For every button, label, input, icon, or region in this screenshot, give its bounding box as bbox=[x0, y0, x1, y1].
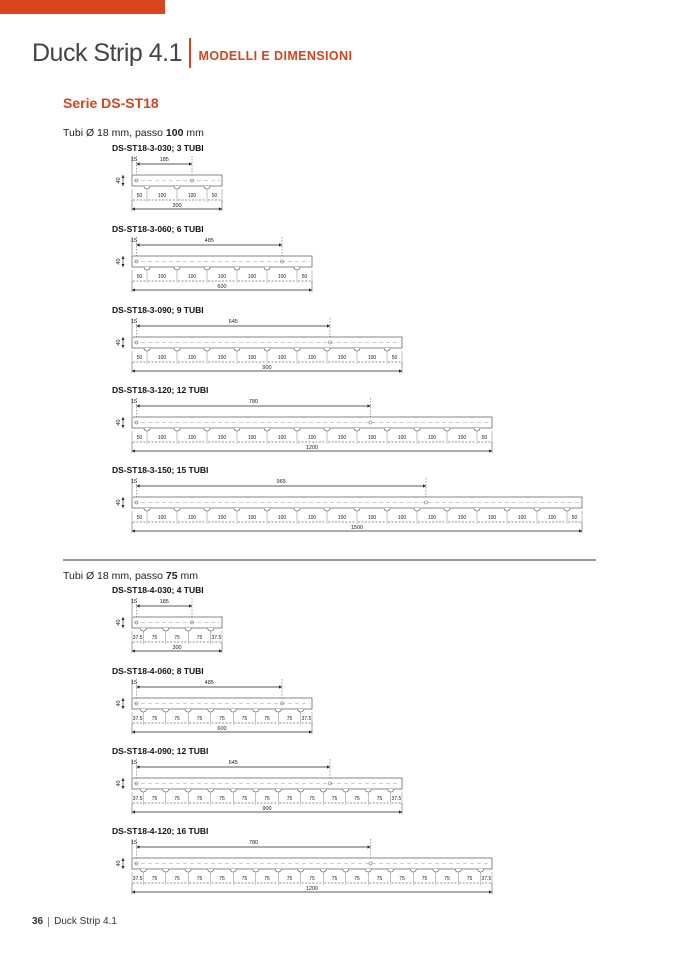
tube-clip bbox=[264, 428, 270, 431]
spacing-label: 100 bbox=[457, 435, 467, 441]
spacing-label: 75 bbox=[241, 796, 248, 802]
tube-clip bbox=[163, 789, 169, 792]
tube-clip bbox=[163, 869, 169, 872]
tube-clip bbox=[294, 428, 300, 431]
tube-clip bbox=[174, 348, 180, 351]
total-length-label: 900 bbox=[262, 365, 272, 371]
tube-clip bbox=[208, 709, 214, 712]
spacing-label: 50 bbox=[136, 515, 143, 521]
spacing-label: 100 bbox=[217, 515, 227, 521]
tube-clip bbox=[174, 267, 180, 270]
group-label-prefix: Tubi Ø 18 mm, passo bbox=[63, 127, 166, 139]
spacing-label: 50 bbox=[136, 435, 143, 441]
spacing-label: 50 bbox=[136, 274, 143, 280]
tube-clip bbox=[230, 789, 236, 792]
height-dimension-label: 40 bbox=[116, 258, 122, 265]
tube-clip bbox=[140, 709, 146, 712]
tube-clip bbox=[324, 508, 330, 511]
tube-clip bbox=[185, 789, 191, 792]
spacing-label: 100 bbox=[277, 274, 287, 280]
tube-clip bbox=[504, 508, 510, 511]
spacing-label: 100 bbox=[247, 355, 257, 361]
strip-drawing bbox=[0, 235, 678, 307]
tube-clip bbox=[234, 267, 240, 270]
tube-clip bbox=[534, 508, 540, 511]
tube-clip bbox=[234, 348, 240, 351]
section-divider bbox=[63, 559, 596, 561]
tube-clip bbox=[444, 508, 450, 511]
top-dimension-label: 485 bbox=[204, 238, 214, 244]
spacing-label: 100 bbox=[157, 435, 167, 441]
height-dimension-label: 40 bbox=[116, 339, 122, 346]
tube-clip bbox=[365, 869, 371, 872]
tube-clip bbox=[253, 869, 259, 872]
total-length-label: 300 bbox=[172, 203, 182, 209]
spacing-label: 37.5 bbox=[132, 876, 143, 882]
group-label-prefix: Tubi Ø 18 mm, passo bbox=[63, 570, 166, 582]
spacing-label: 75 bbox=[196, 635, 203, 641]
tube-clip bbox=[320, 789, 326, 792]
height-dimension-label: 40 bbox=[116, 419, 122, 426]
spacing-label: 37.5 bbox=[132, 796, 143, 802]
tube-clip bbox=[474, 428, 480, 431]
spacing-label: 75 bbox=[286, 796, 293, 802]
spacing-label: 75 bbox=[376, 796, 383, 802]
top-dimension-label: 780 bbox=[248, 840, 259, 846]
spacing-label: 75 bbox=[331, 796, 338, 802]
tube-clip bbox=[174, 428, 180, 431]
tube-clip bbox=[324, 348, 330, 351]
end-dimension-label: 15 bbox=[131, 840, 138, 846]
spacing-label: 100 bbox=[397, 435, 407, 441]
tube-clip bbox=[140, 869, 146, 872]
spacing-label: 75 bbox=[174, 796, 180, 802]
tube-clip bbox=[185, 709, 191, 712]
tube-clip bbox=[478, 869, 484, 872]
spacing-label: 75 bbox=[466, 876, 473, 882]
spacing-label: 100 bbox=[187, 435, 197, 441]
tube-clip bbox=[208, 869, 214, 872]
spacing-label: 50 bbox=[211, 193, 218, 199]
spacing-label: 100 bbox=[247, 274, 257, 280]
spacing-label: 75 bbox=[174, 876, 180, 882]
tube-clip bbox=[253, 709, 259, 712]
spacing-label: 75 bbox=[151, 796, 158, 802]
tube-clip bbox=[264, 348, 270, 351]
tube-clip bbox=[384, 508, 390, 511]
spacing-label: 75 bbox=[286, 876, 293, 882]
tube-clip bbox=[208, 628, 214, 631]
tube-clip bbox=[174, 186, 180, 189]
brand-title: Duck Strip 4.1 bbox=[32, 38, 183, 67]
spacing-label: 75 bbox=[219, 796, 225, 802]
page-header bbox=[32, 36, 352, 70]
tube-clip bbox=[388, 789, 394, 792]
spacing-label: 100 bbox=[307, 355, 317, 361]
spacing-label: 100 bbox=[427, 435, 437, 441]
tube-clip bbox=[354, 508, 360, 511]
page-footer bbox=[32, 916, 117, 927]
tube-clip bbox=[230, 709, 236, 712]
spacing-label: 100 bbox=[427, 515, 437, 521]
model-title: DS-ST18-3-030; 3 TUBI bbox=[112, 143, 204, 153]
tube-clip bbox=[140, 789, 146, 792]
end-dimension-label: 15 bbox=[131, 319, 138, 325]
tube-clip bbox=[433, 869, 439, 872]
strip-drawing bbox=[0, 316, 678, 388]
spacing-label: 37.5 bbox=[211, 635, 222, 641]
total-length-label: 1200 bbox=[305, 886, 319, 892]
top-dimension-label: 645 bbox=[228, 319, 238, 325]
tube-clip bbox=[294, 267, 300, 270]
spacing-label: 75 bbox=[331, 876, 338, 882]
spacing-label: 100 bbox=[307, 515, 317, 521]
model-title: DS-ST18-3-120; 12 TUBI bbox=[112, 385, 209, 395]
tube-clip bbox=[204, 267, 210, 270]
tube-clip bbox=[174, 508, 180, 511]
spacing-label: 75 bbox=[151, 635, 158, 641]
spacing-label: 100 bbox=[157, 355, 167, 361]
tube-clip bbox=[564, 508, 570, 511]
tube-clip bbox=[204, 428, 210, 431]
spacing-label: 100 bbox=[247, 435, 257, 441]
tube-clip bbox=[185, 628, 191, 631]
tube-clip bbox=[163, 628, 169, 631]
spacing-label: 37.5 bbox=[481, 876, 492, 882]
tube-clip bbox=[208, 789, 214, 792]
tube-clip bbox=[204, 508, 210, 511]
top-dimension-label: 185 bbox=[159, 599, 169, 605]
strip-drawing bbox=[0, 476, 678, 548]
tube-clip bbox=[230, 869, 236, 872]
spacing-label: 75 bbox=[309, 796, 315, 802]
tube-clip bbox=[343, 869, 349, 872]
group-label-suffix: mm bbox=[183, 127, 204, 139]
section-title: MODELLI E DIMENSIONI bbox=[198, 49, 353, 63]
spacing-label: 100 bbox=[367, 515, 377, 521]
spacing-label: 37.5 bbox=[301, 716, 312, 722]
end-dimension-label: 15 bbox=[131, 479, 138, 485]
height-dimension-label: 40 bbox=[116, 619, 122, 626]
end-dimension-label: 15 bbox=[131, 760, 138, 766]
spacing-label: 50 bbox=[136, 193, 143, 199]
tube-clip bbox=[320, 869, 326, 872]
spacing-label: 50 bbox=[391, 355, 398, 361]
spacing-label: 75 bbox=[196, 716, 203, 722]
tube-clip bbox=[414, 508, 420, 511]
spacing-label: 100 bbox=[187, 355, 197, 361]
tube-clip bbox=[354, 428, 360, 431]
spacing-label: 75 bbox=[354, 796, 360, 802]
spacing-label: 100 bbox=[547, 515, 557, 521]
spacing-label: 50 bbox=[301, 274, 308, 280]
model-title: DS-ST18-3-090; 9 TUBI bbox=[112, 305, 204, 315]
spacing-label: 100 bbox=[367, 435, 377, 441]
tube-clip bbox=[410, 869, 416, 872]
spacing-label: 50 bbox=[481, 435, 488, 441]
spacing-label: 100 bbox=[247, 515, 257, 521]
tube-clip bbox=[144, 508, 150, 511]
strip-drawing bbox=[0, 154, 678, 226]
group-label-pitch-75 bbox=[63, 570, 198, 582]
model-title: DS-ST18-3-150; 15 TUBI bbox=[112, 465, 209, 475]
model-title: DS-ST18-4-090; 12 TUBI bbox=[112, 746, 209, 756]
spacing-label: 100 bbox=[337, 355, 347, 361]
top-dimension-label: 485 bbox=[204, 680, 214, 686]
tube-clip bbox=[275, 869, 281, 872]
tube-clip bbox=[298, 869, 304, 872]
spacing-label: 37.5 bbox=[132, 635, 143, 641]
spacing-label: 75 bbox=[151, 876, 158, 882]
model-title: DS-ST18-4-120; 16 TUBI bbox=[112, 826, 209, 836]
tube-clip bbox=[204, 348, 210, 351]
group-pitch-value: 75 bbox=[165, 570, 178, 582]
total-length-label: 300 bbox=[172, 645, 182, 651]
tube-clip bbox=[298, 709, 304, 712]
spacing-label: 75 bbox=[264, 796, 270, 802]
model-title: DS-ST18-3-060; 6 TUBI bbox=[112, 224, 204, 234]
spacing-label: 100 bbox=[277, 355, 287, 361]
spacing-label: 75 bbox=[241, 716, 248, 722]
height-dimension-label: 40 bbox=[116, 860, 122, 867]
spacing-label: 100 bbox=[337, 435, 347, 441]
tube-clip bbox=[204, 186, 210, 189]
spacing-label: 100 bbox=[307, 435, 317, 441]
model-title: DS-ST18-4-060; 8 TUBI bbox=[112, 666, 204, 676]
height-dimension-label: 40 bbox=[116, 177, 122, 184]
tube-clip bbox=[343, 789, 349, 792]
spacing-label: 100 bbox=[217, 355, 227, 361]
spacing-label: 37.5 bbox=[132, 716, 143, 722]
end-dimension-label: 15 bbox=[131, 680, 138, 686]
top-accent-bar bbox=[0, 0, 165, 14]
spacing-label: 75 bbox=[376, 876, 383, 882]
total-length-label: 1200 bbox=[305, 445, 319, 451]
top-dimension-label: 780 bbox=[248, 399, 259, 405]
tube-clip bbox=[144, 186, 150, 189]
tube-clip bbox=[294, 508, 300, 511]
group-label-pitch-100 bbox=[63, 127, 204, 139]
tube-clip bbox=[384, 348, 390, 351]
spacing-label: 100 bbox=[337, 515, 347, 521]
spacing-label: 50 bbox=[571, 515, 578, 521]
height-dimension-label: 40 bbox=[116, 499, 122, 506]
height-dimension-label: 40 bbox=[116, 780, 122, 787]
spacing-label: 100 bbox=[487, 515, 497, 521]
spacing-label: 75 bbox=[354, 876, 360, 882]
top-dimension-label: 965 bbox=[276, 479, 286, 485]
end-dimension-label: 15 bbox=[131, 157, 138, 163]
spacing-label: 50 bbox=[136, 355, 143, 361]
tube-clip bbox=[414, 428, 420, 431]
tube-clip bbox=[185, 869, 191, 872]
strip-drawing bbox=[0, 837, 678, 909]
total-length-label: 600 bbox=[217, 726, 227, 732]
top-dimension-label: 645 bbox=[228, 760, 238, 766]
strip-drawing bbox=[0, 757, 678, 829]
tube-clip bbox=[264, 508, 270, 511]
spacing-label: 75 bbox=[174, 716, 180, 722]
tube-clip bbox=[365, 789, 371, 792]
end-dimension-label: 15 bbox=[131, 238, 138, 244]
spacing-label: 100 bbox=[157, 515, 167, 521]
spacing-label: 75 bbox=[219, 876, 225, 882]
spacing-label: 100 bbox=[217, 435, 227, 441]
tube-clip bbox=[455, 869, 461, 872]
tube-clip bbox=[144, 267, 150, 270]
tube-clip bbox=[275, 789, 281, 792]
tube-clip bbox=[474, 508, 480, 511]
spacing-label: 75 bbox=[196, 876, 203, 882]
strip-drawing bbox=[0, 396, 678, 468]
tube-clip bbox=[298, 789, 304, 792]
spacing-label: 75 bbox=[151, 716, 158, 722]
tube-clip bbox=[264, 267, 270, 270]
tube-clip bbox=[234, 508, 240, 511]
tube-clip bbox=[275, 709, 281, 712]
spacing-label: 75 bbox=[286, 716, 293, 722]
spacing-label: 100 bbox=[397, 515, 407, 521]
spacing-label: 100 bbox=[457, 515, 467, 521]
tube-clip bbox=[144, 428, 150, 431]
tube-clip bbox=[140, 628, 146, 631]
spacing-label: 100 bbox=[277, 435, 287, 441]
series-title: Serie DS-ST18 bbox=[63, 95, 159, 111]
tube-clip bbox=[354, 348, 360, 351]
end-dimension-label: 15 bbox=[131, 599, 138, 605]
top-dimension-label: 185 bbox=[159, 157, 169, 163]
tube-clip bbox=[294, 348, 300, 351]
spacing-label: 100 bbox=[157, 274, 167, 280]
footer-text: Duck Strip 4.1 bbox=[54, 916, 117, 927]
tube-clip bbox=[234, 428, 240, 431]
spacing-label: 75 bbox=[196, 796, 203, 802]
tube-clip bbox=[388, 869, 394, 872]
spacing-label: 75 bbox=[241, 876, 248, 882]
spacing-label: 100 bbox=[367, 355, 377, 361]
height-dimension-label: 40 bbox=[116, 700, 122, 707]
spacing-label: 100 bbox=[517, 515, 527, 521]
spacing-label: 100 bbox=[277, 515, 287, 521]
spacing-label: 75 bbox=[219, 716, 225, 722]
total-length-label: 600 bbox=[217, 284, 227, 290]
footer-separator bbox=[48, 917, 49, 927]
spacing-label: 75 bbox=[309, 876, 315, 882]
tube-clip bbox=[144, 348, 150, 351]
end-dimension-label: 15 bbox=[131, 399, 138, 405]
total-length-label: 1500 bbox=[350, 525, 364, 531]
strip-drawing bbox=[0, 596, 678, 668]
page-number: 36 bbox=[32, 916, 44, 927]
spacing-label: 75 bbox=[264, 876, 270, 882]
spacing-label: 37.5 bbox=[391, 796, 402, 802]
header-separator bbox=[189, 38, 191, 68]
spacing-label: 75 bbox=[174, 635, 180, 641]
spacing-label: 75 bbox=[264, 716, 270, 722]
model-title: DS-ST18-4-030; 4 TUBI bbox=[112, 585, 204, 595]
spacing-label: 75 bbox=[444, 876, 450, 882]
tube-clip bbox=[253, 789, 259, 792]
spacing-label: 75 bbox=[399, 876, 405, 882]
tube-clip bbox=[384, 428, 390, 431]
tube-clip bbox=[163, 709, 169, 712]
group-pitch-value: 100 bbox=[165, 127, 184, 139]
strip-drawing bbox=[0, 677, 678, 749]
spacing-label: 100 bbox=[187, 193, 197, 199]
spacing-label: 100 bbox=[217, 274, 227, 280]
total-length-label: 900 bbox=[262, 806, 272, 812]
spacing-label: 100 bbox=[187, 274, 197, 280]
spacing-label: 100 bbox=[187, 515, 197, 521]
spacing-label: 75 bbox=[421, 876, 428, 882]
tube-clip bbox=[324, 428, 330, 431]
tube-clip bbox=[444, 428, 450, 431]
spacing-label: 100 bbox=[157, 193, 167, 199]
group-label-suffix: mm bbox=[177, 570, 199, 582]
